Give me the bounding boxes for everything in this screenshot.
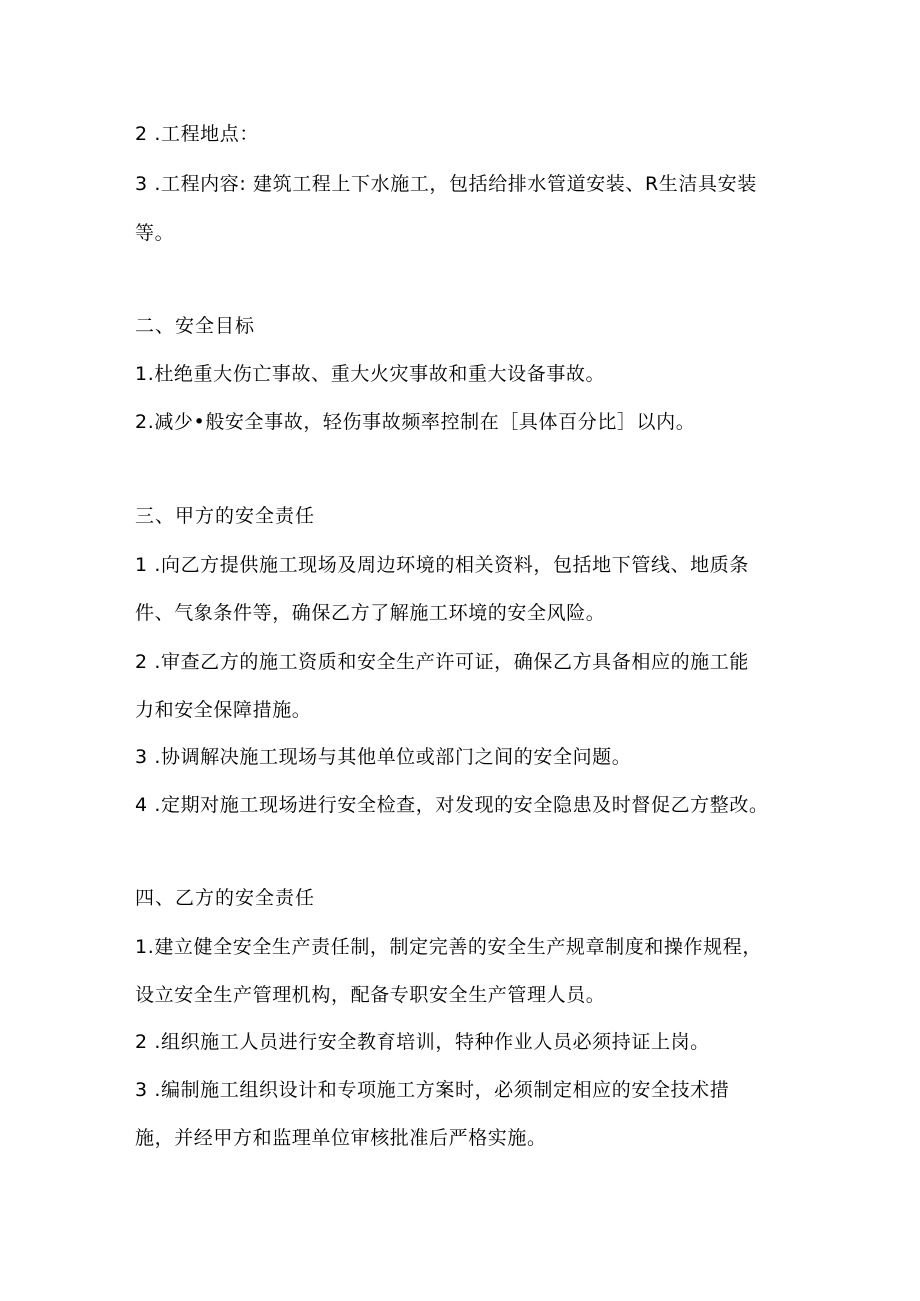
party-a-item-2-cont: 力和安全保障措施。 [135, 699, 312, 721]
section-heading-party-a: 三、甲方的安全责任 [135, 505, 316, 527]
party-a-item-1: 1 .向乙方提供施工现场及周边环境的相关资料，包括地下管线、地质条 [135, 554, 749, 576]
party-b-item-3: 3 .编制施工组织设计和专项施工方案时，必须制定相应的安全技术措 [135, 1079, 730, 1101]
party-a-item-2: 2 .审查乙方的施工资质和安全生产许可证，确保乙方具备相应的施工能 [135, 651, 749, 673]
section-heading-party-b: 四、乙方的安全责任 [135, 887, 316, 909]
goal-item-1: 1.杜绝重大伤亡事故、重大火灾事故和重大设备事故。 [135, 363, 606, 385]
party-b-item-3-cont: 施，并经甲方和监理单位审核批准后严格实施。 [135, 1127, 547, 1149]
party-a-item-1-cont: 件、气象条件等，确保乙方了解施工环境的安全风险。 [135, 602, 606, 624]
item-project-content: 3 .工程内容: 建筑工程上下水施工，包括给排水管道安装、R生洁具安装 [135, 173, 757, 195]
goal-item-2: 2.减少•般安全事故，轻伤事故频率控制在［具体百分比］以内。 [135, 411, 696, 433]
party-a-item-3: 3 .协调解决施工现场与其他单位或部门之间的安全问题。 [135, 746, 632, 768]
item-project-location: 2 .工程地点： [135, 123, 259, 145]
section-heading-safety-goals: 二、安全目标 [135, 315, 256, 337]
party-b-item-1-cont: 设立安全生产管理机构，配备专职安全生产管理人员。 [135, 984, 606, 1006]
party-a-item-4: 4 .定期对施工现场进行安全检查，对发现的安全隐患及时督促乙方整改。 [135, 794, 769, 816]
item-project-content-cont: 等。 [135, 222, 175, 244]
party-b-item-1: 1.建立健全安全生产责任制，制定完善的安全生产规章制度和操作规程， [135, 936, 762, 958]
party-b-item-2: 2 .组织施工人员进行安全教育培训，特种作业人员必须持证上岗。 [135, 1031, 710, 1053]
